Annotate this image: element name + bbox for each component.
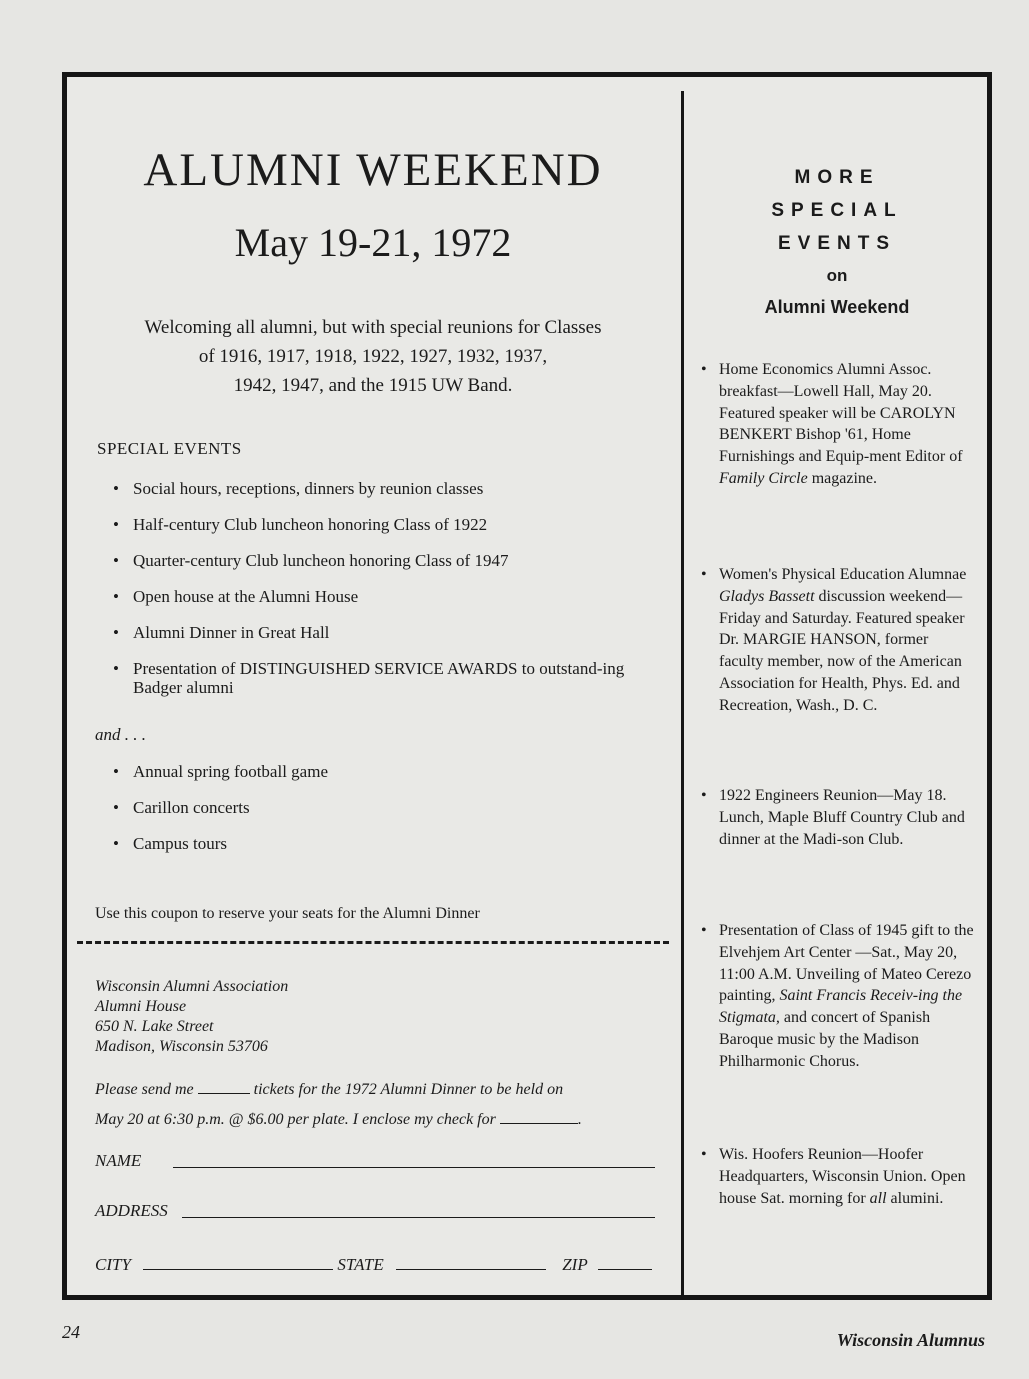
item-text: Wis. Hoofers Reunion—Hoofer Headquarters, Wisconsin Union. Open house Sat. morning for — [719, 1146, 966, 1207]
bullet-icon: • — [701, 787, 707, 804]
page-title: ALUMNI WEEKEND — [143, 144, 603, 196]
item-emphasis: all — [869, 1189, 887, 1207]
name-label: NAME — [95, 1151, 142, 1170]
list-item: • Alumni Dinner in Great Hall — [113, 623, 661, 642]
special-events-heading: SPECIAL EVENTS — [97, 439, 242, 458]
name-field-row — [95, 1151, 655, 1171]
bullet-icon: • — [701, 566, 707, 583]
address-field-row — [95, 1201, 655, 1221]
additional-events-list — [113, 762, 661, 870]
city-label: CITY — [95, 1255, 131, 1274]
list-item: • Social hours, receptions, dinners by reunion classes — [113, 479, 661, 498]
intro-line: of 1916, 1917, 1918, 1922, 1927, 1932, 1937, — [198, 346, 548, 367]
sidebar-heading-line: on — [826, 266, 848, 285]
list-item: • Quarter-century Club luncheon honoring Class of 1947 — [113, 551, 661, 570]
sidebar-heading-line: EVENTS — [777, 233, 897, 254]
and-label: and . . . — [95, 725, 146, 744]
address-line: 650 N. Lake Street — [95, 1018, 214, 1035]
special-events-list — [113, 479, 661, 714]
item-text: alumini. — [890, 1189, 944, 1207]
list-item: • Half-century Club luncheon honoring Class of 1922 — [113, 515, 661, 534]
item-emphasis: Saint Francis Receiv-ing the Stigmata, — [719, 987, 963, 1027]
item-emphasis: Family Circle — [719, 469, 808, 487]
sidebar-event-item — [701, 564, 975, 717]
event-dates: May 19-21, 1972 — [234, 220, 512, 265]
address-line: Alumni House — [95, 998, 187, 1015]
city-field[interactable] — [143, 1253, 333, 1270]
coupon-note: Use this coupon to reserve your seats for the Alumni Dinner — [95, 905, 480, 922]
list-item: • Annual spring football game — [113, 762, 661, 781]
item-emphasis: Gladys Bassett — [719, 587, 815, 605]
sidebar-column — [687, 77, 987, 1295]
mailing-address — [95, 977, 288, 1057]
name-field[interactable] — [173, 1166, 655, 1168]
order-text: May 20 at 6:30 p.m. @ $6.00 per plate. I enclose my check for — [95, 1111, 496, 1128]
sidebar-event-item — [701, 785, 975, 850]
intro-line: 1942, 1947, and the 1915 UW Band. — [233, 375, 513, 396]
order-text: tickets for the 1972 Alumni Dinner to be held on — [253, 1081, 564, 1098]
item-text: magazine. — [811, 469, 878, 487]
item-text: Presentation of Class of 1945 gift to the Elvehjem Art Center —Sat., May 20, 11:00 A.M. Unveiling of Mateo Cerezo painting, — [719, 922, 974, 1005]
address-label: ADDRESS — [95, 1201, 168, 1220]
bullet-icon: • — [701, 361, 707, 378]
ticket-order-text — [95, 1075, 655, 1135]
intro-line: Welcoming all alumni, but with special reunions for Classes — [144, 317, 602, 338]
item-text: discussion weekend—Friday and Saturday. Featured speaker Dr. MARGIE HANSON, former faculty member, now of the American Association for Health, Phys. Ed. and Recreation, Wash., D. C. — [719, 587, 965, 714]
order-text: . — [577, 1111, 582, 1128]
ticket-count-blank[interactable] — [198, 1077, 250, 1094]
list-item: • Open house at the Alumni House — [113, 587, 661, 606]
list-item: • Carillon concerts — [113, 798, 661, 817]
zip-label: ZIP — [562, 1255, 588, 1274]
item-text: and concert of Spanish Baroque music by the Madison Philharmonic Chorus. — [719, 1009, 931, 1070]
page-number: 24 — [62, 1322, 80, 1342]
sidebar-heading — [687, 161, 987, 322]
city-state-zip-row — [95, 1253, 655, 1275]
address-line: Madison, Wisconsin 53706 — [95, 1038, 268, 1055]
coupon-cut-line — [77, 941, 669, 944]
publication-name: Wisconsin Alumnus — [836, 1330, 985, 1350]
check-amount-blank[interactable] — [500, 1107, 578, 1124]
item-text: 1922 Engineers Reunion—May 18. Lunch, Maple Bluff Country Club and dinner at the Madi-son Club. — [719, 787, 965, 848]
state-label: STATE — [337, 1255, 384, 1274]
main-column — [67, 77, 679, 1295]
list-item: • Presentation of DISTINGUISHED SERVICE AWARDS to outstand-ing Badger alumni — [113, 659, 661, 697]
address-field[interactable] — [182, 1216, 655, 1218]
intro-paragraph — [107, 313, 639, 400]
sidebar-heading-line: SPECIAL — [771, 200, 903, 221]
sidebar-event-item — [701, 359, 975, 490]
zip-field[interactable] — [598, 1253, 652, 1270]
item-text: Home Economics Alumni Assoc. breakfast—Lowell Hall, May 20. Featured speaker will be CAROLYN BENKERT Bishop '61, Home Furnishings and Equip-ment Editor of — [719, 361, 963, 466]
sidebar-heading-line: Alumni Weekend — [764, 297, 910, 317]
page-frame — [62, 72, 992, 1300]
address-line: Wisconsin Alumni Association — [95, 978, 289, 995]
sidebar-event-item — [701, 1144, 975, 1209]
column-divider — [681, 91, 684, 1299]
sidebar-heading-line: MORE — [794, 167, 880, 188]
order-text: Please send me — [95, 1081, 194, 1098]
list-item: • Campus tours — [113, 834, 661, 853]
sidebar-event-item — [701, 920, 975, 1073]
state-field[interactable] — [396, 1253, 546, 1270]
bullet-icon: • — [701, 922, 707, 939]
item-text: Women's Physical Education Alumnae — [719, 566, 967, 583]
bullet-icon: • — [701, 1146, 707, 1163]
